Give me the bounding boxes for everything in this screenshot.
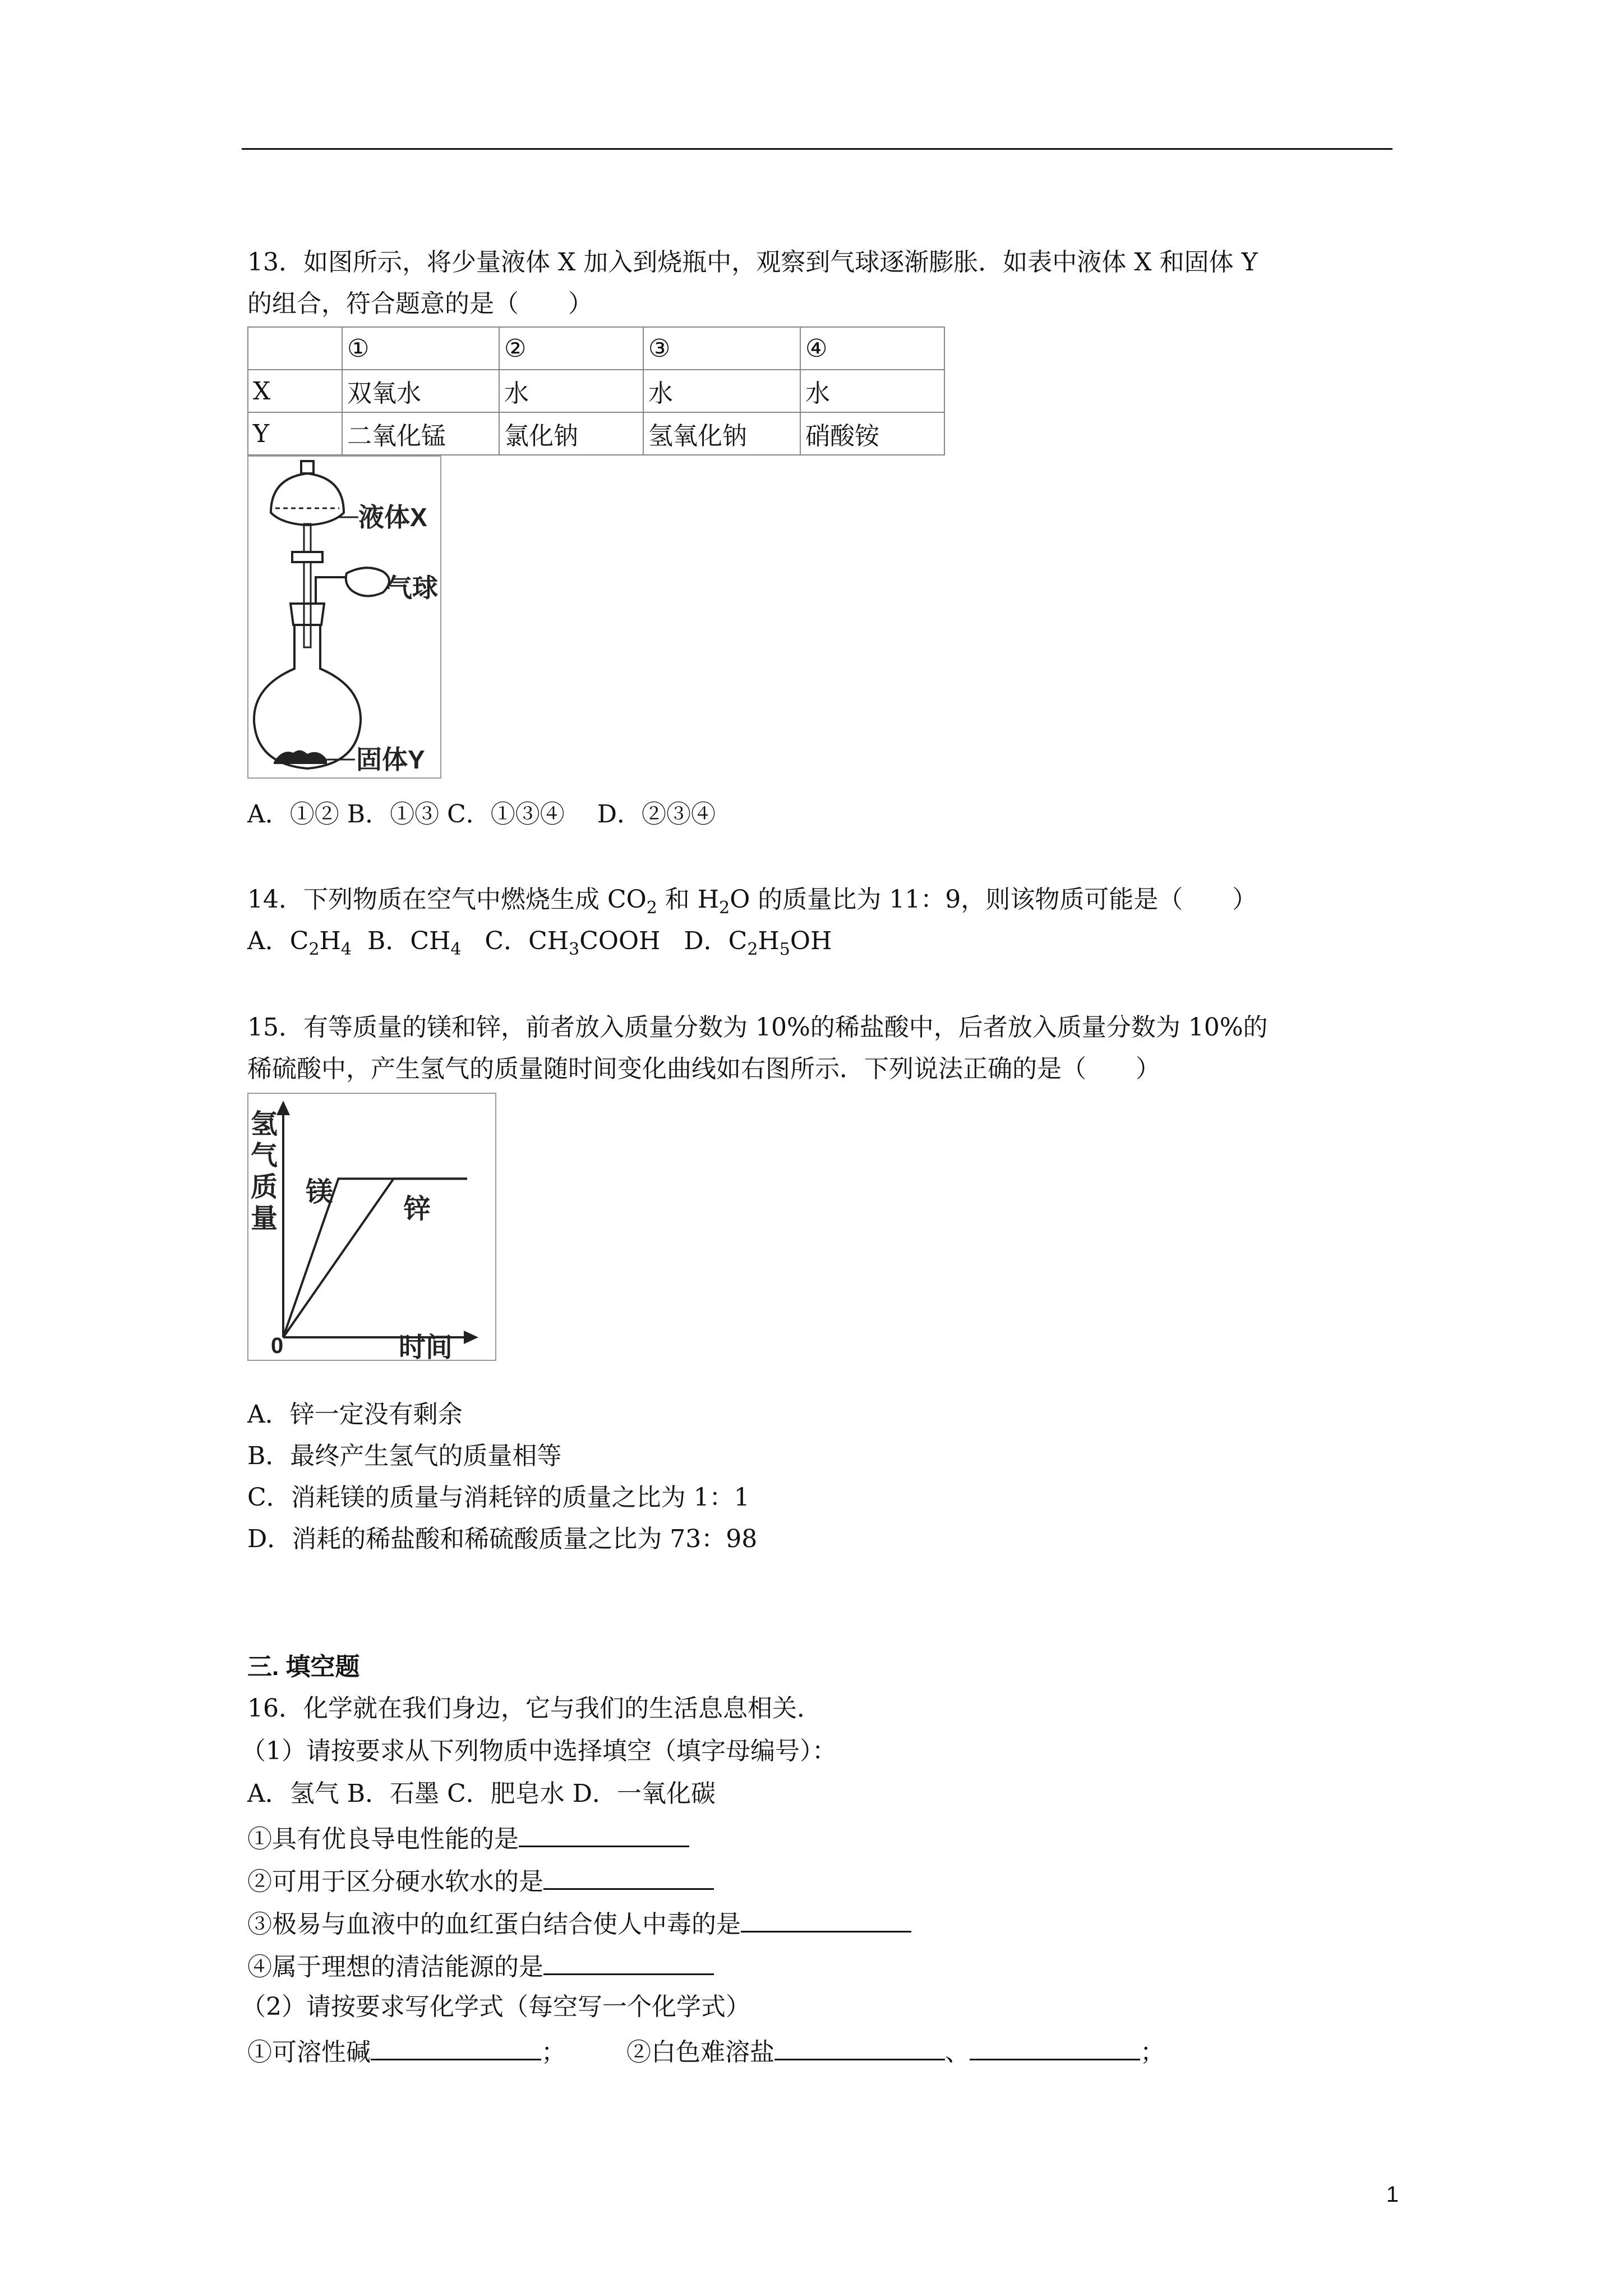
solid-pile bbox=[274, 750, 327, 764]
page-number: 1 bbox=[1386, 2182, 1399, 2207]
q16-part1: （1）请按要求从下列物质中选择填空（填字母编号）： bbox=[241, 1737, 837, 1765]
table-cell bbox=[248, 327, 342, 370]
balloon-label: 气球 bbox=[386, 573, 438, 602]
y-axis-label-char: 量 bbox=[251, 1204, 278, 1234]
subscript: 2 bbox=[747, 940, 758, 959]
answer-blank[interactable] bbox=[371, 2034, 541, 2060]
q16-item bbox=[247, 1906, 911, 1940]
answer-blank[interactable] bbox=[543, 1864, 714, 1890]
y-axis-label bbox=[251, 1110, 278, 1234]
funnel-stem bbox=[304, 524, 311, 647]
q16-item bbox=[247, 1864, 714, 1898]
option-text: COOH bbox=[579, 927, 661, 955]
q14-stem-part: 和 H bbox=[657, 885, 720, 914]
series-label: 镁 bbox=[306, 1177, 333, 1208]
option-text: B．CH bbox=[352, 927, 451, 955]
subscript: 4 bbox=[340, 940, 352, 959]
q16-item bbox=[247, 1821, 689, 1855]
flask-apparatus-diagram bbox=[248, 457, 440, 777]
q16-item-text: ④属于理想的清洁能源的是 bbox=[247, 1953, 543, 1981]
q15-stem-line1: 15．有等质量的镁和锌，前者放入质量分数为 10%的稀盐酸中，后者放入质量分数为 10%的 bbox=[247, 1013, 1268, 1042]
subscript: 5 bbox=[779, 940, 790, 959]
q16-item-text: ②可用于区分硬水软水的是 bbox=[247, 1867, 543, 1896]
table-cell: 硝酸铵 bbox=[800, 412, 944, 455]
table-cell: ③ bbox=[643, 327, 800, 370]
flask-body bbox=[254, 625, 361, 769]
table-cell: Y bbox=[248, 412, 342, 455]
y-axis-label-char: 质 bbox=[251, 1172, 278, 1202]
q15-option-c: C．消耗镁的质量与消耗锌的质量之比为 1：1 bbox=[247, 1483, 750, 1512]
q16-part2-blanks bbox=[247, 2034, 1165, 2068]
part2-a-label: ①可溶性碱 bbox=[247, 2038, 371, 2067]
q16-item-text: ③极易与血液中的血红蛋白结合使人中毒的是 bbox=[247, 1910, 741, 1939]
table-cell: ② bbox=[499, 327, 643, 370]
option-text: D．C bbox=[660, 927, 748, 955]
funnel-bulb bbox=[271, 473, 344, 525]
q14-stem-part: O 的质量比为 11：9，则该物质可能是（ ） bbox=[730, 885, 1257, 914]
answer-blank[interactable] bbox=[543, 1949, 714, 1975]
table-row bbox=[248, 327, 944, 370]
table-cell: ① bbox=[342, 327, 499, 370]
side-tube bbox=[316, 577, 347, 602]
q13-stem-line1: 13．如图所示，将少量液体 X 加入到烧瓶中，观察到气球逐渐膨胀．如表中液体 X 和固体 Y bbox=[247, 248, 1258, 277]
subscript: 3 bbox=[569, 940, 580, 959]
table-cell: ④ bbox=[800, 327, 944, 370]
origin-label: 0 bbox=[271, 1333, 284, 1358]
y-axis-label-char: 氢 bbox=[251, 1110, 278, 1139]
y-axis-arrow bbox=[276, 1101, 290, 1115]
separator: ； bbox=[541, 2038, 566, 2067]
table-cell: 水 bbox=[643, 370, 800, 412]
option-text: OH bbox=[790, 927, 832, 955]
apparatus-figure bbox=[247, 455, 441, 779]
table-cell: X bbox=[248, 370, 342, 412]
q16-stem: 16．化学就在我们身边，它与我们的生活息息相关． bbox=[247, 1694, 822, 1723]
option-text: C．CH bbox=[461, 927, 569, 955]
subscript: 2 bbox=[646, 898, 657, 918]
liquid-x-label: 液体X bbox=[358, 503, 427, 532]
q15-option-b: B．最终产生氢气的质量相等 bbox=[247, 1442, 562, 1470]
subscript: 4 bbox=[450, 940, 462, 959]
q14-options bbox=[247, 926, 832, 965]
q15-option-d: D．消耗的稀盐酸和稀硫酸质量之比为 73：98 bbox=[247, 1525, 758, 1553]
q14-stem bbox=[247, 884, 1257, 924]
q16-item bbox=[247, 1949, 714, 1983]
q15-stem-line2: 稀硫酸中，产生氢气的质量随时间变化曲线如右图所示．下列说法正确的是（ ） bbox=[247, 1055, 1160, 1083]
table-cell: 二氧化锰 bbox=[342, 412, 499, 455]
answer-blank[interactable] bbox=[519, 1821, 689, 1847]
solid-y-label: 固体Y bbox=[356, 745, 425, 774]
separator: 、 bbox=[945, 2038, 970, 2067]
section-title: 三. 填空题 bbox=[247, 1653, 360, 1681]
answer-blank[interactable] bbox=[774, 2034, 945, 2060]
q16-part2: （2）请按要求写化学式（每空写一个化学式） bbox=[241, 1993, 750, 2021]
table-cell: 氢氧化钠 bbox=[643, 412, 800, 455]
flask-stopper bbox=[291, 604, 324, 625]
q13-stem-line2: 的组合，符合题意的是（ ） bbox=[247, 289, 593, 318]
separator: ； bbox=[1140, 2038, 1165, 2067]
q16-choices: A．氢气 B．石墨 C．肥皂水 D．一氧化碳 bbox=[247, 1779, 716, 1808]
answer-blank[interactable] bbox=[741, 1906, 911, 1932]
subscript: 2 bbox=[308, 940, 320, 959]
table-cell: 水 bbox=[499, 370, 643, 412]
answer-blank[interactable] bbox=[970, 2034, 1140, 2060]
part2-b-label: ②白色难溶盐 bbox=[626, 2038, 774, 2067]
stopcock bbox=[292, 552, 322, 562]
funnel-stopper bbox=[301, 461, 313, 473]
subscript: 2 bbox=[719, 898, 730, 918]
x-axis-arrow bbox=[464, 1331, 478, 1344]
header-rule bbox=[242, 148, 1393, 150]
table-cell: 水 bbox=[800, 370, 944, 412]
table-row bbox=[248, 412, 944, 455]
hydrogen-chart bbox=[247, 1093, 496, 1361]
option-text: H bbox=[758, 927, 780, 955]
q13-table bbox=[247, 326, 945, 455]
q14-stem-part: 14．下列物质在空气中燃烧生成 CO bbox=[247, 885, 647, 914]
table-row bbox=[248, 370, 944, 412]
table-cell: 双氧水 bbox=[342, 370, 499, 412]
y-axis-label-char: 气 bbox=[251, 1141, 278, 1171]
series-label: 锌 bbox=[403, 1194, 431, 1225]
q16-item-text: ①具有优良导电性能的是 bbox=[247, 1825, 519, 1853]
hydrogen-chart-svg bbox=[248, 1094, 495, 1360]
q15-option-a: A．锌一定没有剩余 bbox=[247, 1400, 463, 1429]
option-text: A．C bbox=[247, 927, 309, 955]
balloon bbox=[346, 568, 389, 596]
option-text: H bbox=[319, 927, 341, 955]
q13-options: A．①② B．①③ C．①③④ D．②③④ bbox=[247, 800, 716, 829]
table-cell: 氯化钠 bbox=[499, 412, 643, 455]
x-axis-label: 时间 bbox=[399, 1333, 453, 1360]
